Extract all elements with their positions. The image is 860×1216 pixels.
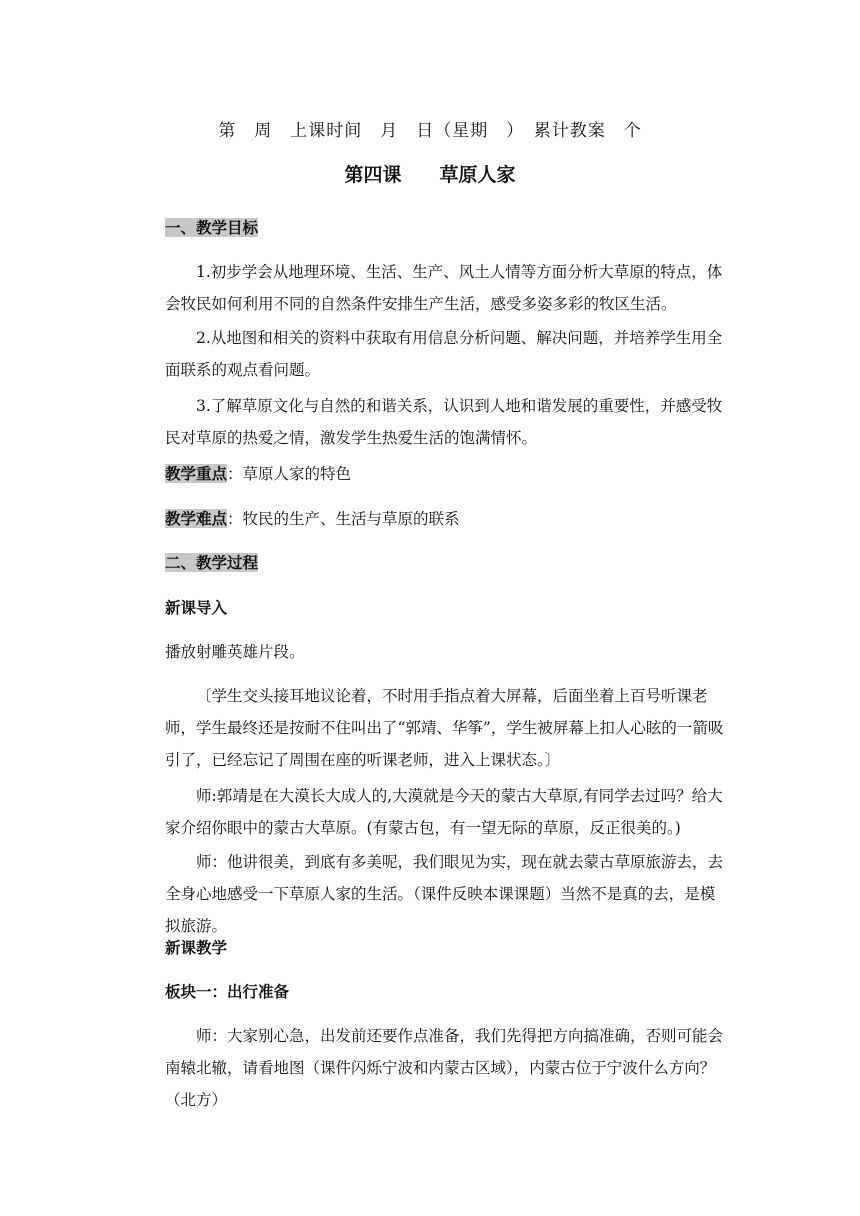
goal-1: 1.初步学会从地理环境、生活、生产、风土人情等方面分析大草原的特点，体会牧民如何利用不同的自然条件安排生产生活，感受多姿多彩的牧区生活。 [165,263,723,313]
module-paragraph-1: 师：大家别心急，出发前还要作点准备，我们先得把方向搞准确，否则可能会南辕北辙，请看地图（课件闪烁宁波和内蒙古区域），内蒙古位于宁波什么方向？（北方） [165,1027,724,1109]
goal-2: 2.从地图和相关的资料中获取有用信息分析问题、解决问题，并培养学生用全面联系的观点看问题。 [165,329,723,379]
process-heading-block [165,547,730,579]
new-lesson-heading: 新课教学 [165,938,228,957]
difficulty-label: 教学难点 [165,509,228,528]
intro-heading: 新课导入 [165,598,228,617]
key-point [165,458,730,490]
module-heading: 板块一：出行准备 [165,982,290,1001]
difficulty-text: ：牧民的生产、生活与草原的联系 [227,510,460,528]
goal-3: 3.了解草原文化与自然的和谐关系，认识到人地和谐发展的重要性，并感受牧民对草原的热爱之情，激发学生热爱生活的饱满情怀。 [165,397,723,447]
intro-paragraph-2: 〔学生交头接耳地议论着，不时用手指点着大屏幕，后面坐着上百号听课老师，学生最终还是按耐不住叫出了“郭靖、华筝”，学生被屏幕上扣人心眩的一箭吸引了，已经忘记了周围在座的听课老师，进入上课状态。〕 [165,687,724,769]
process-heading: 二、教学过程 [165,553,259,572]
lesson-title: 第四课 草原人家 [344,164,516,186]
intro-paragraph-1: 播放射雕英雄片段。 [165,643,305,661]
key-point-text: ：草原人家的特色 [227,465,352,483]
goals-heading-block [165,212,730,244]
lesson-header-line: 第 周 上课时间 月 日（星期 ） 累计教案 个 [218,121,642,141]
intro-paragraph-4: 师：他讲很美，到底有多美呢，我们眼见为实，现在就去蒙古草原旅游去，去全身心地感受一下草原人家的生活。（课件反映本课课题）当然不是真的去，是模拟旅游。 [165,853,724,935]
difficulty-point [165,503,730,535]
goals-heading: 一、教学目标 [165,218,259,237]
intro-paragraph-3: 师:郭靖是在大漠长大成人的,大漠就是今天的蒙古大草原,有同学去过吗？给大家介绍你眼中的蒙古大草原。(有蒙古包，有一望无际的草原，反正很美的。) [165,787,723,837]
key-point-label: 教学重点 [165,464,228,483]
